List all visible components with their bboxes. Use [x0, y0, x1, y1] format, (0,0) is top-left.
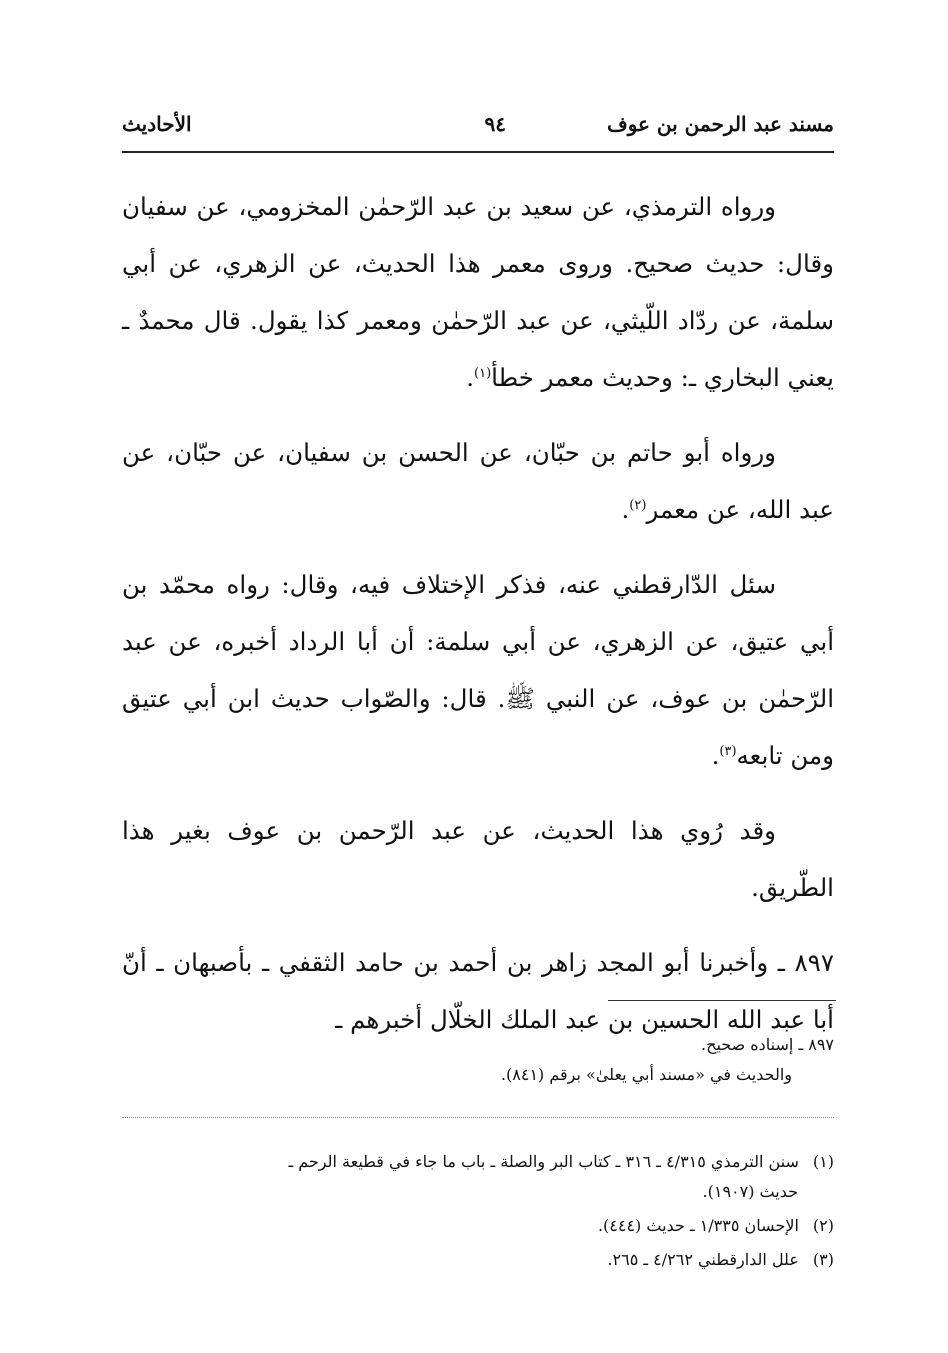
header-rule	[122, 151, 834, 153]
paragraph-abu-hatim	[122, 424, 834, 538]
paragraph-text: وقد رُوي هذا الحديث، عن عبد الرّحمن بن عوف بغير هذا الطّريق.	[122, 816, 834, 902]
note-isnad: ٨٩٧ ـ إسناده صحيح.	[701, 1035, 834, 1054]
footnote-number: (١)	[812, 1152, 834, 1171]
header-page-number: ٩٤	[484, 112, 506, 136]
footnote-1	[122, 1147, 834, 1207]
paragraph-text: ٨٩٧ ـ وأخبرنا أبو المجد زاهر بن أحمد بن حامد الثقفي ـ بأصبهان ـ أنّ أبا عبد الله الحسين بن عبد الملك الخلّال أخبرهم ـ	[122, 948, 834, 1034]
running-header	[122, 112, 834, 142]
paragraph-text: ورواه أبو حاتم بن حبّان، عن الحسن بن سفيان، عن حبّان، عن عبد الله، عن معمر	[122, 438, 834, 524]
footnote-marker: (٢)	[629, 497, 647, 513]
editor-notes	[122, 1030, 834, 1090]
paragraph-other-route	[122, 802, 834, 916]
footnote-number: (٣)	[812, 1250, 834, 1269]
footnote-3	[122, 1245, 834, 1275]
paragraph-text: ورواه الترمذي، عن سعيد بن عبد الرّحمٰن المخزومي، عن سفيان وقال: حديث صحيح. وروى معمر هذا الحديث، عن الزهري، عن أبي سلمة، عن ردّاد اللّيثي، عن عبد الرّحمٰن ومعمر كذا يقول. قال محمدٌ ـ يعني البخاري ـ: وحديث معمر خطأ	[122, 192, 834, 392]
footnotes-separator	[122, 1117, 834, 1118]
footnote-text: سنن الترمذي ٤/٣١٥ ـ ٣١٦ ـ كتاب البر والصلة ـ باب ما جاء في قطيعة الرحم ـ	[288, 1152, 799, 1171]
paragraph-end: .	[711, 741, 720, 770]
main-text	[122, 178, 834, 1066]
notes-divider	[608, 1000, 836, 1001]
paragraph-end: .	[621, 495, 630, 524]
footnote-text: علل الدارقطني ٤/٢٦٢ ـ ٢٦٥.	[607, 1250, 799, 1269]
footnotes	[122, 1147, 834, 1279]
footnote-marker: (٣)	[719, 743, 737, 759]
footnote-2	[122, 1211, 834, 1241]
header-section-title: الأحاديث	[122, 112, 192, 136]
paragraph-end: .	[466, 363, 475, 392]
footnote-continuation: حديث (١٩٠٧).	[702, 1182, 798, 1201]
paragraph-daraqutni	[122, 556, 834, 784]
note-musnad: والحديث في «مسند أبي يعلىٰ» برقم (٨٤١).	[500, 1065, 792, 1084]
paragraph-tirmidhi	[122, 178, 834, 406]
footnote-marker: (١)	[474, 365, 492, 381]
footnote-number: (٢)	[812, 1216, 834, 1235]
paragraph-text: سئل الدّارقطني عنه، فذكر الإختلاف فيه، وقال: رواه محمّد بن أبي عتيق، عن الزهري، عن أبي سلمة: أن أبا الرداد أخبره، عن عبد الرّحمٰن بن عوف، عن النبي ﷺ. قال: والصّواب حديث ابن أبي عتيق ومن تابعه	[122, 570, 834, 770]
footnote-text: الإحسان ١/٣٣٥ ـ حديث (٤٤٤).	[597, 1216, 799, 1235]
header-book-title: مسند عبد الرحمن بن عوف	[606, 112, 834, 136]
